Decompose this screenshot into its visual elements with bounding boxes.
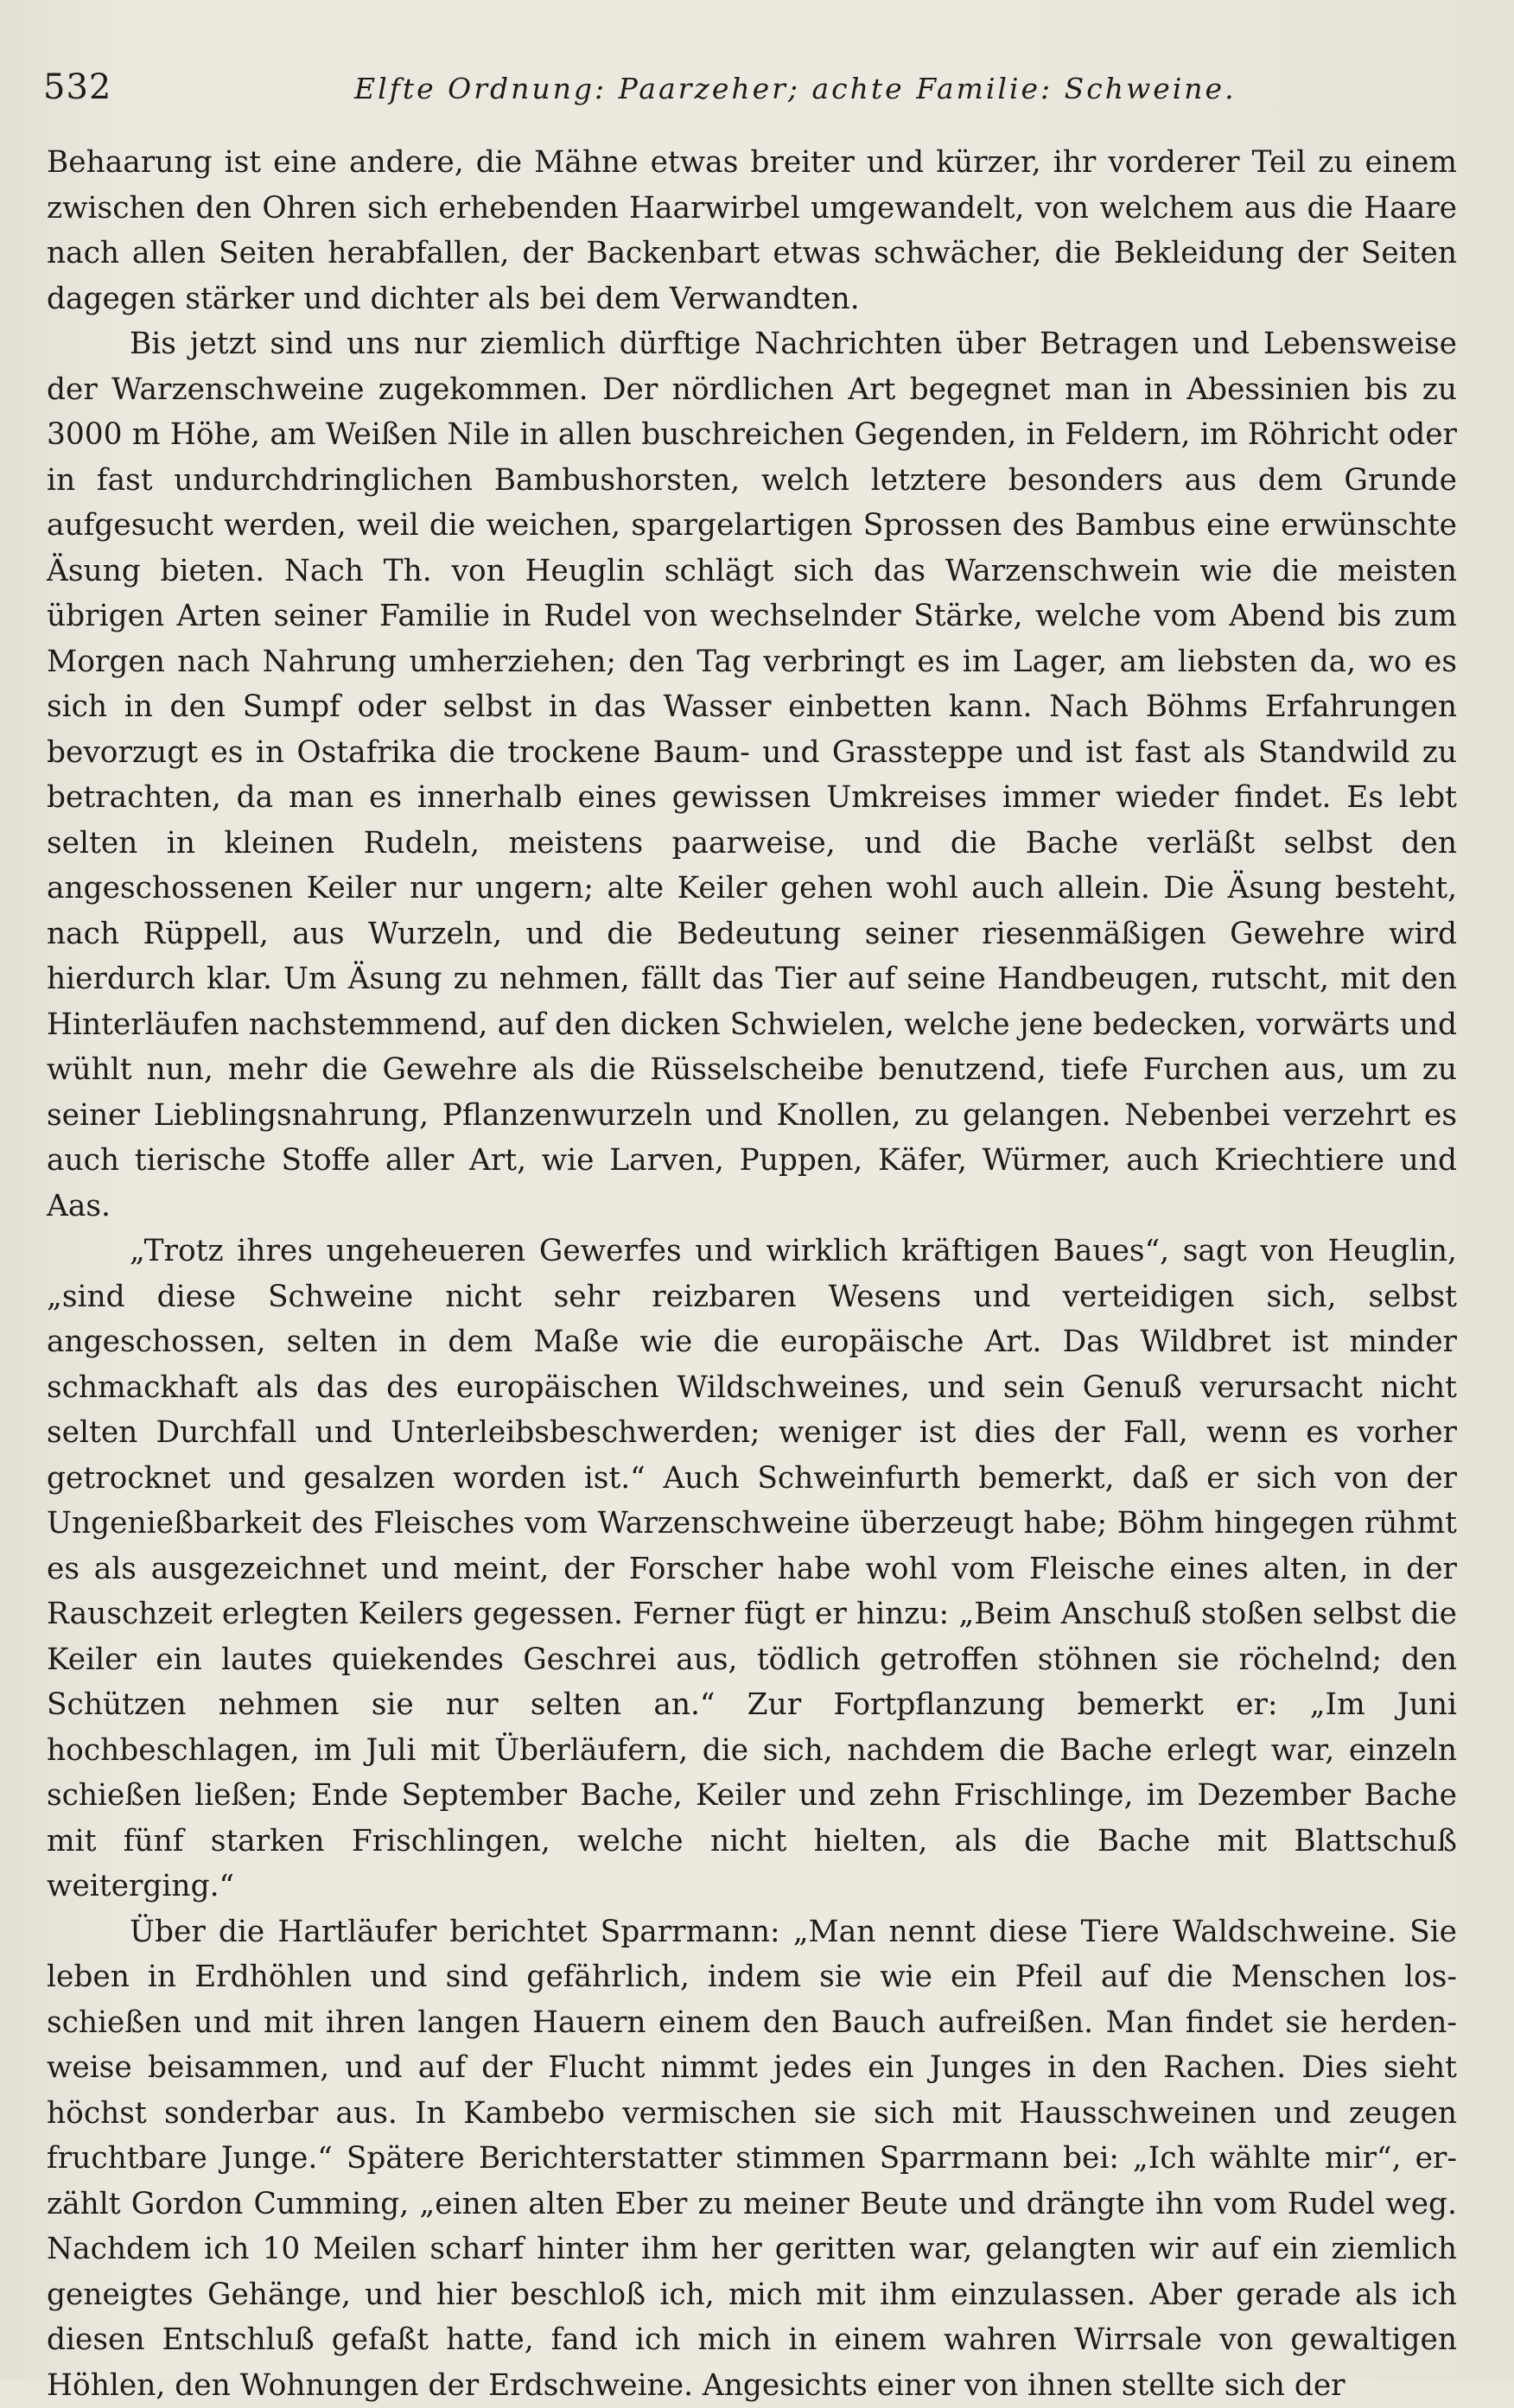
paragraph-1: Behaarung ist eine andere, die Mähne etwas breiter und kürzer, ihr vorderer Teil zu einem zwischen den Ohren sich erhebenden Haarwirbel umgewandelt, von welchem aus die Haare nach allen Seiten herabfallen, der Backenbart etwas schwächer, die Bekleidung der Seiten dagegen stärker und dichter als bei dem Verwandten. (47, 140, 1457, 321)
paragraph-4: Über die Hartläufer berichtet Sparrmann: „Man nennt diese Tiere Waldschweine. Sie leben in Erdhöhlen und sind gefährlich, indem sie wie ein Pfeil auf die Menschen losschießen und mit ihren langen Hauern einem den Bauch aufreißen. Man findet sie herdenweise beisammen, und auf der Flucht nimmt jedes ein Junges in den Rachen. Dies sieht höchst sonderbar aus. In Kambebo vermischen sie sich mit Hausschweinen und zeugen fruchtbare Junge.“ Spätere Berichterstatter stimmen Sparrmann bei: „Ich wählte mir“, erzählt Gordon Cumming, „einen alten Eber zu meiner Beute und drängte ihn vom Rudel weg. Nachdem ich 10 Meilen scharf hinter ihm her geritten war, gelangten wir auf ein ziemlich geneigtes Gehänge, und hier beschloß ich, mich mit ihm einzulassen. Aber gerade als ich diesen Entschluß gefaßt hatte, fand ich mich in einem wahren Wirrsale von gewaltigen Höhlen, den Wohnungen der Erdschweine. Angesichts einer von ihnen stellte sich der (47, 1909, 1457, 2408)
paragraph-2: Bis jetzt sind uns nur ziemlich dürftige Nachrichten über Betragen und Lebensweise der Warzenschweine zugekommen. Der nördlichen Art begegnet man in Abessinien bis zu 3000 m Höhe, am Weißen Nile in allen buschreichen Gegenden, in Feldern, im Röhricht oder in fast undurchdringlichen Bambushorsten, welch letztere besonders aus dem Grunde aufgesucht werden, weil die weichen, spargelartigen Sprossen des Bambus eine erwünschte Äsung bieten. Nach Th. von Heuglin schlägt sich das Warzenschwein wie die meisten übrigen Arten seiner Familie in Rudel von wechselnder Stärke, welche vom Abend bis zum Morgen nach Nahrung umherziehen; den Tag verbringt es im Lager, am liebsten da, wo es sich in den Sumpf oder selbst in das Wasser einbetten kann. Nach Böhms Erfahrungen bevorzugt es in Ostafrika die trockene Baum- und Grassteppe und ist fast als Standwild zu betrachten, da man es innerhalb eines gewissen Umkreises immer wieder findet. Es lebt selten in kleinen Rudeln, meistens paarweise, und die Bache verläßt selbst den angeschossenen Keiler nur ungern; alte Keiler gehen wohl auch allein. Die Äsung besteht, nach Rüppell, aus Wurzeln, und die Bedeutung seiner riesenmäßigen Gewehre wird hierdurch klar. Um Äsung zu nehmen, fällt das Tier auf seine Handbeugen, rutscht, mit den Hinterläufen nachstemmend, auf den dicken Schwielen, welche jene bedecken, vorwärts und wühlt nun, mehr die Gewehre als die Rüsselscheibe benutzend, tiefe Furchen aus, um zu seiner Lieblingsnahrung, Pflanzenwurzeln und Knollen, zu gelangen. Nebenbei verzehrt es auch tierische Stoffe aller Art, wie Larven, Puppen, Käfer, Würmer, auch Kriechtiere und Aas. (47, 321, 1457, 1229)
paragraph-3: „Trotz ihres ungeheueren Gewerfes und wirklich kräftigen Baues“, sagt von Heuglin, „sind diese Schweine nicht sehr reizbaren Wesens und verteidigen sich, selbst angeschossen, selten in dem Maße wie die europäische Art. Das Wildbret ist minder schmackhaft als das des europäischen Wildschweines, und sein Genuß verursacht nicht selten Durchfall und Unterleibsbeschwerden; weniger ist dies der Fall, wenn es vorher getrocknet und gesalzen worden ist.“ Auch Schweinfurth bemerkt, daß er sich von der Ungenießbarkeit des Fleisches vom Warzenschweine überzeugt habe; Böhm hingegen rühmt es als ausgezeichnet und meint, der Forscher habe wohl vom Fleische eines alten, in der Rauschzeit erlegten Keilers gegessen. Ferner fügt er hinzu: „Beim Anschuß stoßen selbst die Keiler ein lautes quiekendes Geschrei aus, tödlich getroffen stöhnen sie röchelnd; den Schützen nehmen sie nur selten an.“ Zur Fortpflanzung bemerkt er: „Im Juni hochbeschlagen, im Juli mit Überläufern, die sich, nachdem die Bache erlegt war, einzeln schießen ließen; Ende September Bache, Keiler und zehn Frischlinge, im Dezember Bache mit fünf starken Frischlingen, welche nicht hielten, als die Bache mit Blattschuß weiterging.“ (47, 1229, 1457, 1909)
body-text (47, 140, 1457, 2408)
running-head: Elfte Ordnung: Paarzeher; achte Familie: Schweine. (354, 72, 1237, 105)
page-header (43, 67, 1462, 119)
page-number: 532 (43, 67, 354, 107)
